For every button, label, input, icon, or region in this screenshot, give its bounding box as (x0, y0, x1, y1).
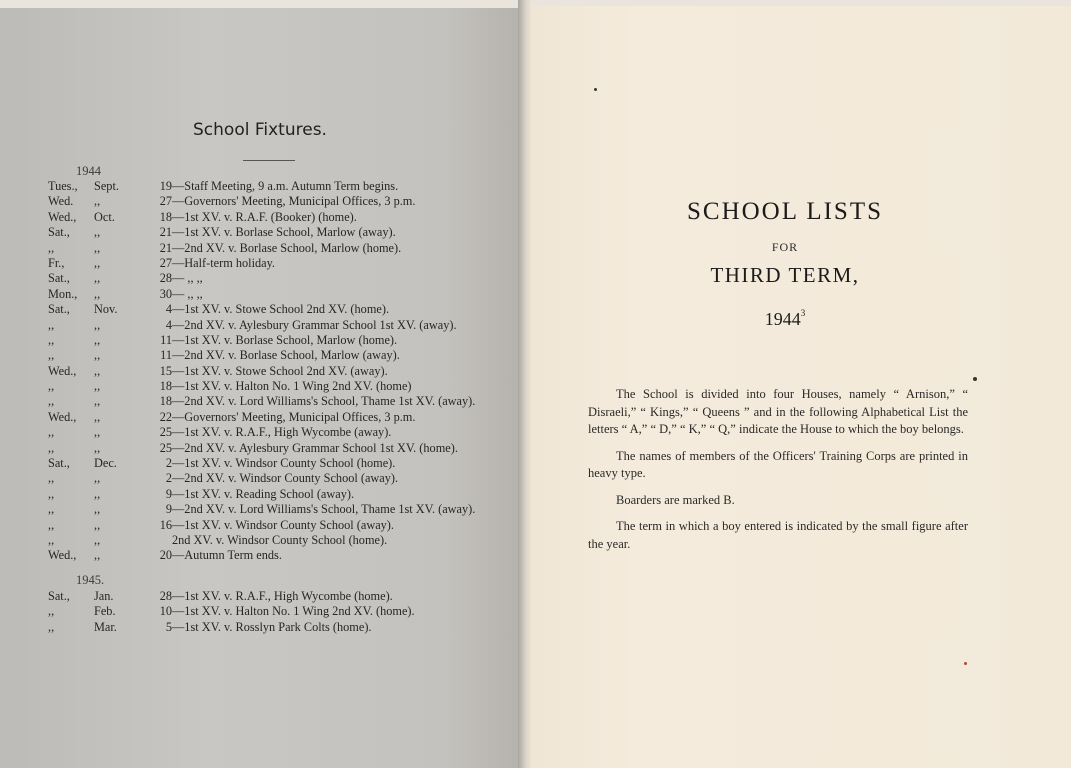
fixture-row (48, 302, 475, 317)
fixture-row (48, 471, 475, 486)
fixture-day: ,, (48, 317, 55, 332)
fixture-row (48, 333, 475, 348)
fixture-day: ,, (48, 440, 55, 455)
fixture-month: Jan. (94, 589, 114, 603)
fixture-date: 21 (159, 240, 172, 255)
fixture-date: 9 (165, 502, 172, 517)
fixture-day: Fr., (48, 255, 65, 270)
fixture-month: ,, (94, 363, 101, 378)
fixture-date: 11 (160, 348, 172, 363)
fixture-row (48, 364, 475, 379)
fixture-row (48, 394, 475, 409)
fixture-event: —1st XV. v. Halton No. 1 Wing 2nd XV. (home) (172, 379, 412, 394)
fixture-day: Wed. (48, 194, 74, 209)
fixture-month: Oct. (94, 209, 115, 224)
fixture-event: —1st XV. v. R.A.F., High Wycombe (away). (172, 425, 392, 440)
fixture-day: ,, (48, 332, 55, 347)
fixture-month: ,, (94, 240, 101, 255)
fixture-event: — ,, ,, (172, 271, 203, 286)
fixture-row (48, 194, 475, 209)
fixture-row (48, 225, 475, 240)
fixture-row (48, 518, 475, 533)
fixture-day: Wed., (48, 548, 77, 563)
paragraph-houses: The School is divided into four Houses, namely “ Arnison,” “ Disraeli,” “ Kings,” “ Queens ” and in the following Alphabetical List the letters “ A,” “ D,” “ K,” “ Q,” indicate the House to which the boy belongs. (588, 387, 968, 436)
fixture-row (48, 379, 475, 394)
fixture-month: Mar. (94, 619, 117, 634)
title-rule (243, 160, 295, 161)
fixture-date: 25 (159, 425, 172, 440)
fixture-month: Sept. (94, 179, 119, 193)
fixture-month: ,, (94, 502, 101, 517)
fixture-date: 21 (159, 225, 172, 240)
fixture-month: Nov. (94, 302, 118, 317)
fixture-day: Sat., (48, 589, 70, 603)
fixture-day: ,, (48, 471, 55, 486)
fixture-month: ,, (94, 271, 101, 286)
fixture-month: ,, (94, 379, 101, 394)
fixture-event: —Autumn Term ends. (172, 548, 282, 563)
year-heading-1945: 1945. (76, 573, 105, 587)
fixture-date: 11 (160, 332, 172, 347)
fixture-row (48, 604, 415, 619)
fixture-row (48, 620, 415, 635)
fixture-row (48, 441, 475, 456)
fixture-row (48, 425, 475, 440)
paper-speck (973, 377, 977, 381)
fixture-event: —1st XV. v. Rosslyn Park Colts (home). (172, 619, 372, 634)
fixture-date: 4 (165, 317, 172, 332)
fixtures-title: School Fixtures. (193, 120, 327, 140)
fixture-day: ,, (48, 379, 55, 394)
fixture-event: —2nd XV. v. Lord Williams's School, Thame 1st XV. (away). (172, 502, 476, 517)
fixture-row (48, 271, 475, 286)
fixture-day: ,, (48, 532, 55, 547)
fixture-month: ,, (94, 255, 101, 270)
fixture-day: Sat., (48, 271, 70, 286)
fixture-month: ,, (94, 425, 101, 440)
fixture-day: ,, (48, 502, 55, 517)
fixture-date: 22 (159, 409, 172, 424)
fixture-month: ,, (94, 225, 101, 240)
fixture-day: ,, (48, 486, 55, 501)
fixture-event: 2nd XV. v. Windsor County School (home). (172, 532, 388, 547)
fixture-date: 20 (159, 548, 172, 563)
fixture-date: 27 (159, 255, 172, 270)
fixture-month: ,, (94, 548, 101, 563)
fixture-date: 19 (159, 179, 172, 193)
fixture-month: ,, (94, 286, 101, 301)
fixture-event: —1st XV. v. Windsor County School (home). (172, 456, 396, 471)
fixtures-list-1945 (48, 589, 415, 635)
explanatory-text (588, 386, 968, 562)
fixture-date: 18 (159, 209, 172, 224)
fixture-row (48, 318, 475, 333)
paper-speck (594, 88, 597, 91)
fixture-row (48, 487, 475, 502)
fixture-day: ,, (48, 348, 55, 363)
fixture-day: ,, (48, 394, 55, 409)
fixture-event: —1st XV. v. R.A.F., High Wycombe (home). (172, 589, 393, 603)
fixture-event: —1st XV. v. Borlase School, Marlow (away). (172, 225, 396, 240)
fixtures-list-1944 (48, 179, 475, 564)
fixture-day: ,, (48, 604, 55, 619)
paragraph-term-figure: The term in which a boy entered is indicated by the small figure after the year. (588, 519, 968, 551)
fixture-date: 27 (159, 194, 172, 209)
year-number: 1944 (764, 309, 801, 329)
fixture-event: —Staff Meeting, 9 a.m. Autumn Term begins. (172, 179, 399, 193)
fixture-row (48, 410, 475, 425)
fixture-event: —2nd XV. v. Aylesbury Grammar School 1st XV. (away). (172, 317, 457, 332)
fixture-date (144, 533, 172, 548)
fixture-month: ,, (94, 394, 101, 409)
fixture-row (48, 548, 475, 563)
fixture-day: Wed., (48, 363, 77, 378)
fixture-event: —Half-term holiday. (172, 255, 276, 270)
fixture-event: —1st XV. v. Stowe School 2nd XV. (away). (172, 363, 388, 378)
fixture-event: —2nd XV. v. Borlase School, Marlow (away). (172, 348, 400, 363)
fixture-event: —1st XV. v. Halton No. 1 Wing 2nd XV. (home). (172, 604, 415, 619)
fixture-month: ,, (94, 471, 101, 486)
fixture-date: 16 (159, 517, 172, 532)
fixture-date: 4 (165, 302, 172, 317)
fixture-event: —1st XV. v. Stowe School 2nd XV. (home). (172, 302, 390, 317)
year-heading-1944: 1944 (76, 164, 101, 178)
fixture-row (48, 287, 475, 302)
fixture-row (48, 456, 475, 471)
fixture-event: —2nd XV. v. Windsor County School (away). (172, 471, 399, 486)
fixture-date: 28 (159, 271, 172, 286)
fixture-month: ,, (94, 532, 101, 547)
fixture-event: —2nd XV. v. Aylesbury Grammar School 1st XV. (home). (172, 440, 458, 455)
fixture-event: —2nd XV. v. Lord Williams's School, Thame 1st XV. (away). (172, 394, 476, 409)
year-superscript: 3 (800, 308, 806, 318)
paper-speck (964, 662, 967, 665)
school-lists-title: SCHOOL LISTS (686, 198, 883, 225)
fixture-day: ,, (48, 240, 55, 255)
fixture-row (48, 589, 415, 604)
fixture-event: —2nd XV. v. Borlase School, Marlow (home). (172, 240, 402, 255)
fixture-date: 18 (159, 379, 172, 394)
fixture-event: —1st XV. v. Windsor County School (away). (172, 517, 394, 532)
fixture-day: Sat., (48, 456, 70, 471)
fixture-day: ,, (48, 619, 55, 634)
fixture-day: Wed., (48, 209, 77, 224)
fixture-date: 5 (165, 619, 172, 634)
fixture-month: ,, (94, 517, 101, 532)
fixture-event: —1st XV. v. R.A.F. (Booker) (home). (172, 209, 357, 224)
fixture-date: 25 (159, 440, 172, 455)
fixture-row (48, 241, 475, 256)
fixture-date: 2 (165, 471, 172, 486)
fixture-date: 28 (159, 589, 172, 603)
fixture-month: ,, (94, 348, 101, 363)
lists-year (620, 308, 950, 330)
term-heading: THIRD TERM, (710, 263, 860, 287)
fixture-row (48, 210, 475, 225)
fixture-month: ,, (94, 440, 101, 455)
fixture-day: Sat., (48, 225, 70, 240)
fixture-event: —1st XV. v. Reading School (away). (172, 486, 355, 501)
fixture-event: —Governors' Meeting, Municipal Offices, 3 p.m. (172, 194, 416, 209)
fixture-row (48, 502, 475, 517)
fixture-month: Dec. (94, 456, 117, 471)
fixture-month: ,, (94, 409, 101, 424)
fixture-month: Feb. (94, 604, 116, 619)
fixture-month: ,, (94, 332, 101, 347)
fixture-row (48, 256, 475, 271)
fixture-month: ,, (94, 486, 101, 501)
paragraph-otc: The names of members of the Officers' Training Corps are printed in heavy type. (588, 448, 968, 480)
fixture-date: 15 (159, 363, 172, 378)
fixture-month: ,, (94, 194, 101, 209)
fixture-event: —1st XV. v. Borlase School, Marlow (home). (172, 332, 398, 347)
paragraph-boarders: Boarders are marked B. (616, 492, 735, 507)
fixture-day: ,, (48, 425, 55, 440)
fixture-day: Mon., (48, 286, 78, 301)
fixture-date: 30 (159, 286, 172, 301)
fixture-date: 18 (159, 394, 172, 409)
fixture-row (48, 179, 475, 194)
fixture-day: Sat., (48, 302, 70, 317)
book-gutter (518, 0, 532, 768)
fixture-row (48, 533, 475, 548)
fixture-date: 10 (159, 604, 172, 619)
for-label: FOR (771, 240, 799, 254)
fixture-day: Wed., (48, 409, 77, 424)
fixture-event: —Governors' Meeting, Municipal Offices, 3 p.m. (172, 409, 416, 424)
fixture-date: 9 (165, 486, 172, 501)
fixture-date: 2 (165, 456, 172, 471)
fixture-row (48, 348, 475, 363)
fixture-event: — ,, ,, (172, 286, 203, 301)
fixture-day: ,, (48, 517, 55, 532)
fixture-day: Tues., (48, 179, 78, 193)
fixture-month: ,, (94, 317, 101, 332)
